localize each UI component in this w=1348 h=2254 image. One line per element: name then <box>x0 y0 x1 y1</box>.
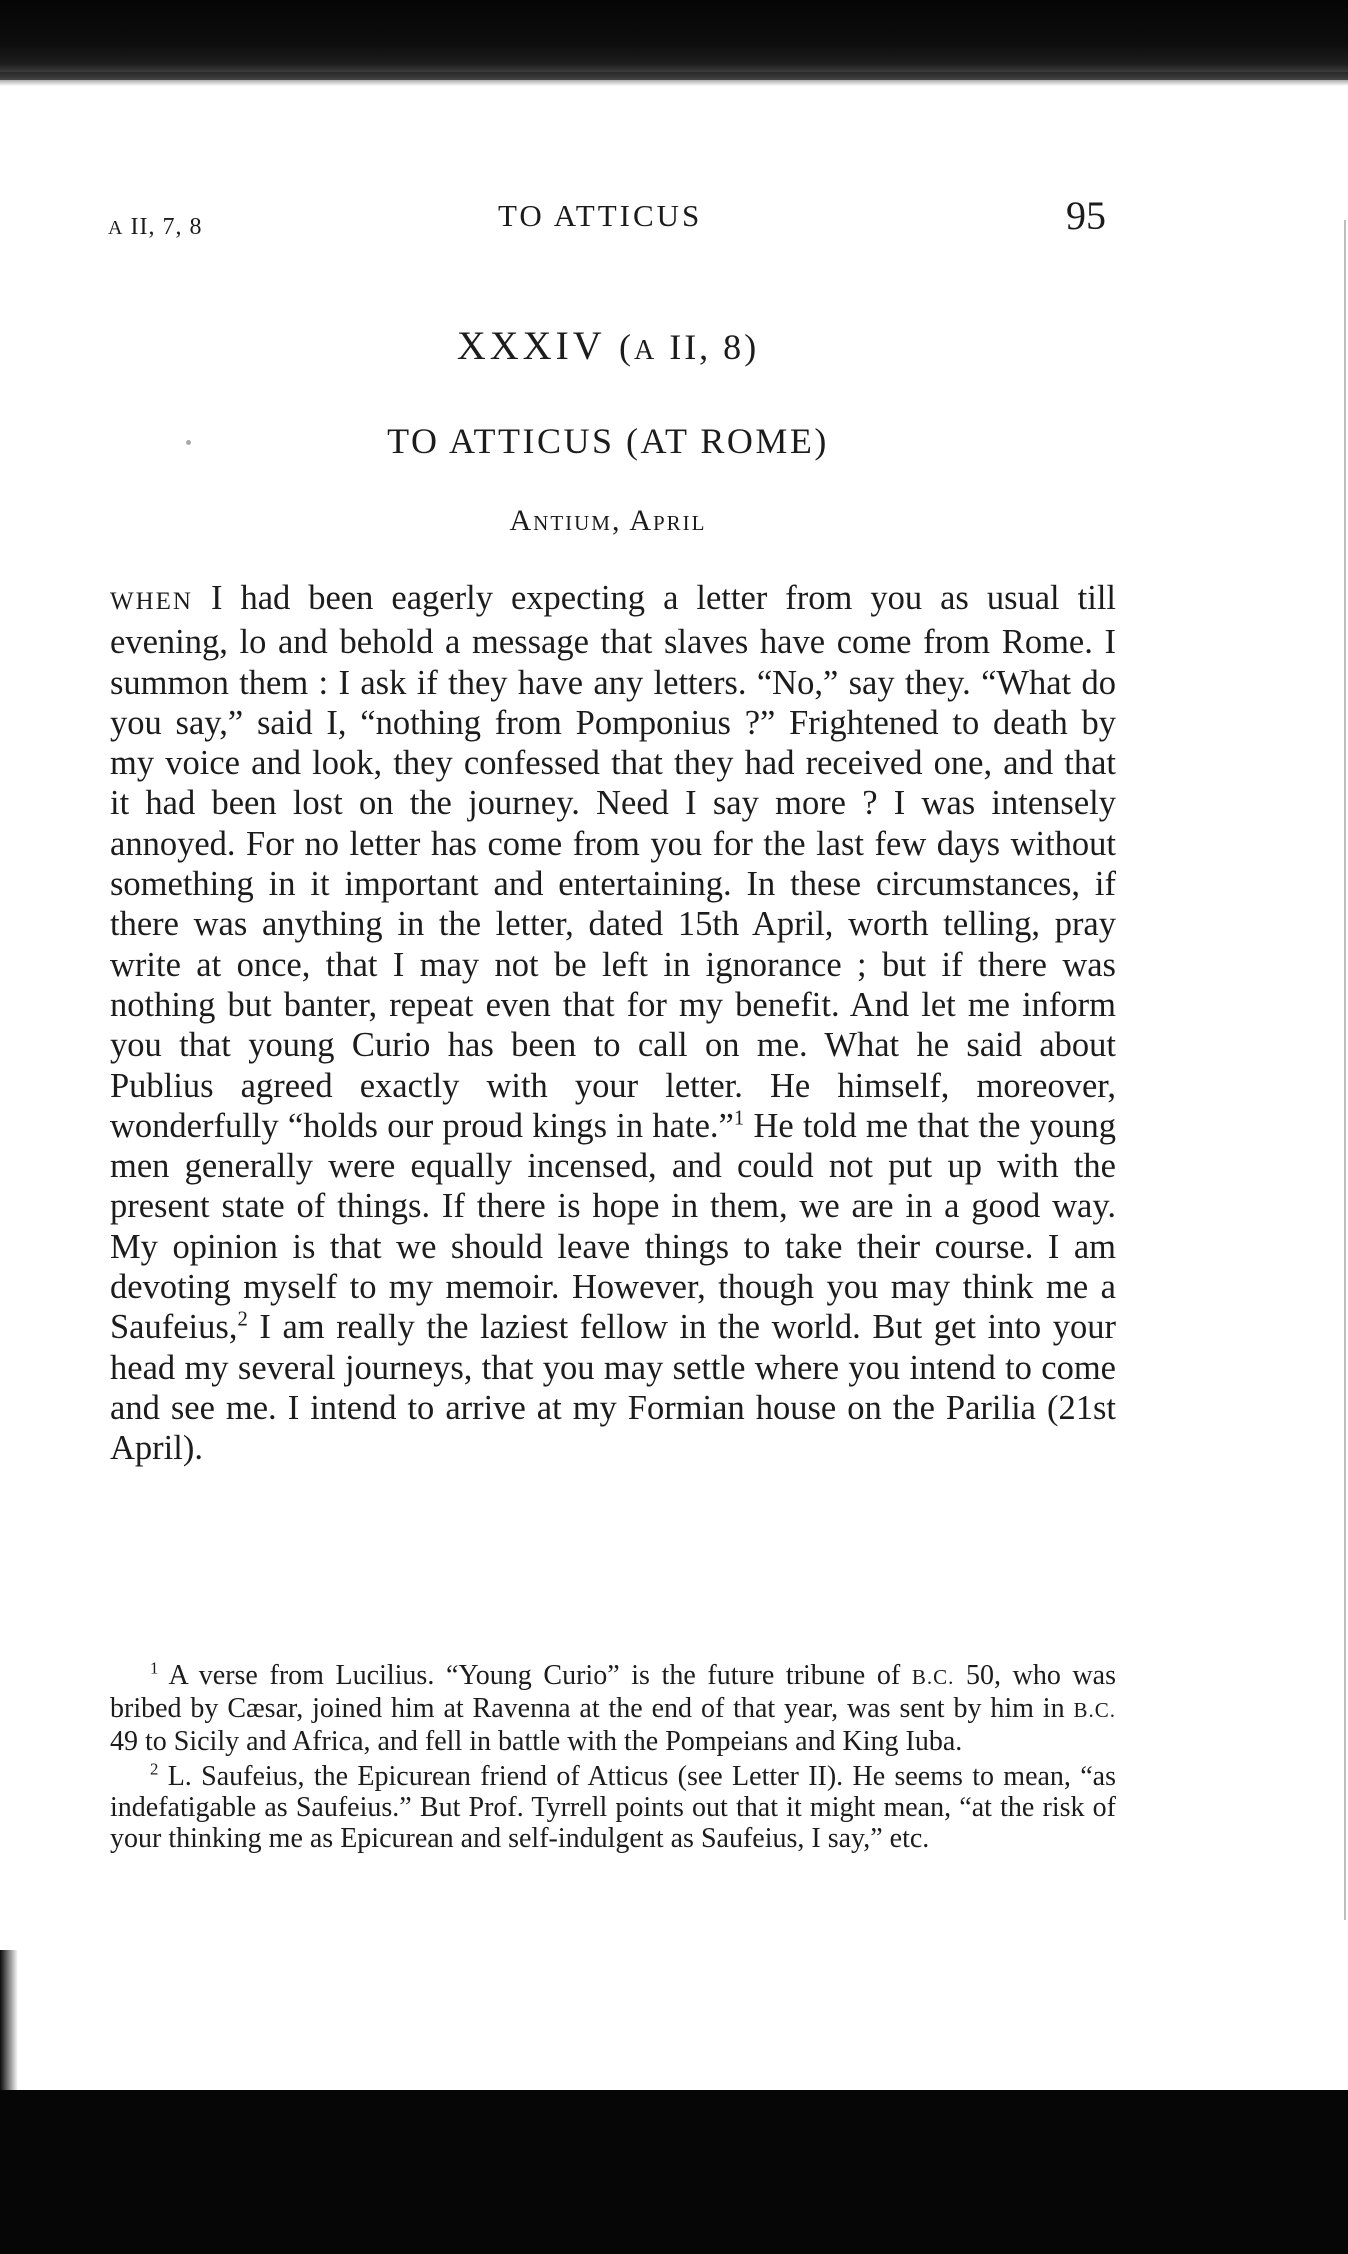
footnote-1-bc-1: B.C. <box>911 1665 955 1689</box>
letter-reference-rest: II, 8 <box>657 327 745 367</box>
scan-border-top <box>0 0 1348 80</box>
running-head-reference-rest: II, 7, 8 <box>123 214 203 240</box>
footnote-2-marker: 2 <box>237 1308 248 1331</box>
footnote-1-text-b: 50, who was bribed by Cæsar, joined him at Ravenna at the end of that year, was sent by him in <box>110 1660 1117 1724</box>
scan-border-bottom <box>0 2090 1348 2254</box>
footnote-1-number: 1 <box>150 1658 159 1678</box>
letter-heading <box>0 322 1216 369</box>
running-head <box>0 192 1348 240</box>
body-paragraph-part-1: I had been eagerly expecting a letter from you as usual till evening, lo and behold a message that slaves have come from Rome. I summon them : I ask if they have any letters. “No,” say they. “What do you say,” said I, “nothing from Pomponius ?” Frightened to death by my voice and look, they confessed that they had received one, and that it had been lost on the journey. Need I say more ? I was intensely annoyed. For no letter has come from you for the last few days without something in it important and entertaining. In these circumstances, if there was anything in the letter, dated 15th April, worth telling, pray write at once, that I may not be left in ignorance ; but if there was nothing but banter, repeat even that for my benefit. And let me inform you that young Curio has been to call on me. What he said about Publius agreed exactly with your letter. He himself, moreover, wonderfully “holds our proud kings in hate.” <box>110 579 1116 1145</box>
running-head-title: TO ATTICUS <box>498 198 703 233</box>
scan-border-top-edge <box>0 72 1348 86</box>
footnote-2-text: L. Saufeius, the Epicurean friend of Atticus (see Letter II). He seems to mean, “as indefatigable as Saufeius.” But Prof. Tyrrell points out that it might mean, “at the risk of your thinking me as Epicurean and self-indulgent as Saufeius, I say,” etc. <box>110 1761 1116 1854</box>
letter-reference: (A II, 8) <box>618 327 760 367</box>
body-paragraph-part-2: He told me that the young men generally were equally incensed, and could not put up with the present state of things. If there is hope in them, we are in a good way. My opinion is that we should leave things to take their course. I am devoting myself to my memoir. However, though you may think me a Saufeius, <box>110 1106 1116 1347</box>
body-paragraph-part-3: I am really the laziest fellow in the world. But get into your head my several journeys, that you may settle where you intend to come and see me. I intend to arrive at my Formian house on the Parilia (21st April). <box>110 1308 1116 1468</box>
footnote-1 <box>110 1660 1116 1757</box>
place-date-text: Antium, April <box>509 504 707 537</box>
footnote-1-marker: 1 <box>733 1107 745 1130</box>
footnote-1-bc-2: B.C. <box>1073 1698 1116 1722</box>
running-head-reference-prefix: A <box>108 217 124 239</box>
letter-number: XXXIV <box>456 323 605 368</box>
footnote-1-text-c: 49 to Sicily and Africa, and fell in battle with the Pompeians and King Iuba. <box>110 1726 963 1757</box>
footnote-2-number: 2 <box>150 1759 159 1779</box>
opening-word: WHEN <box>110 588 193 615</box>
page-number: 95 <box>1066 193 1106 238</box>
letter-place-date <box>0 504 1216 538</box>
footnote-1-text-a: A verse from Lucilius. “Young Curio” is the future tribune of <box>158 1660 912 1691</box>
letter-reference-prefix: A <box>633 335 658 366</box>
footnote-2 <box>110 1761 1116 1854</box>
running-head-reference <box>108 214 202 241</box>
letter-recipient: TO ATTICUS (AT ROME) <box>387 421 829 461</box>
scan-border-left <box>0 1950 18 2100</box>
footnotes <box>110 1660 1116 1858</box>
letter-body <box>110 578 1116 1469</box>
page-edge-right <box>1344 220 1346 1920</box>
